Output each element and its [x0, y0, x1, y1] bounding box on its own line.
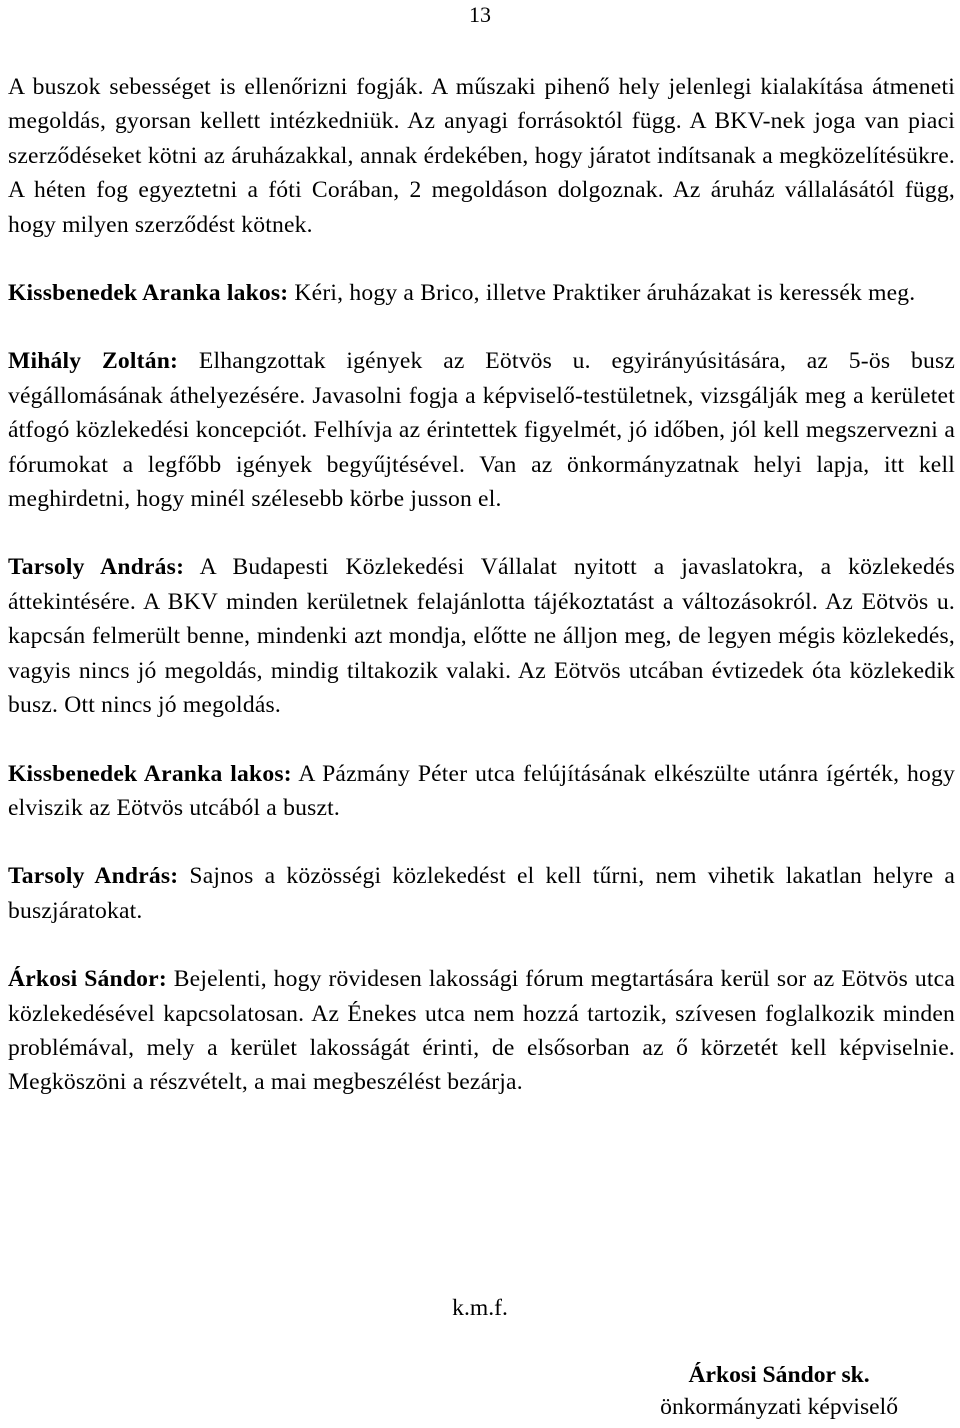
paragraph-kissbenedek-2: [8, 757, 955, 826]
speaker-name: Árkosi Sándor:: [8, 966, 167, 993]
speaker-name: Mihály Zoltán:: [8, 348, 179, 375]
paragraph-text: Elhangzottak igények az Eötvös u. egyirányúsitására, az 5-ös busz végállomásának áthelyezésére. Javasolni fogja a képviselő-testületnek, vizsgálják meg a kerületet átfogó közlekedési koncepciót. Felhívja az érintettek figyelmét, jó időben, jól kell megszervezni a fórumokat a legfőbb igények begyűjtésével. Van az önkormányzatnak helyi lapja, itt kell meghirdetni, hogy minél szélesebb körbe jusson el.: [8, 348, 955, 513]
paragraph-tarsoly-1: [8, 550, 955, 722]
paragraph-kissbenedek-1: [8, 276, 955, 310]
paragraph-text: Sajnos a közösségi közlekedést el kell tűrni, nem vihetik lakatlan helyre a buszjáratokat.: [8, 863, 955, 924]
paragraph-text: Kéri, hogy a Brico, illetve Praktiker áruházakat is keressék meg.: [288, 280, 916, 307]
closing-kmf: k.m.f.: [452, 1295, 508, 1321]
paragraph-intro: [8, 70, 955, 242]
signature-block: [660, 1359, 898, 1423]
paragraph-mihaly: [8, 344, 955, 516]
speaker-name: Kissbenedek Aranka lakos:: [8, 760, 292, 787]
paragraph-text: A Pázmány Péter utca felújításának elkészülte utánra ígérték, hogy elviszik az Eötvös utcából a buszt.: [8, 760, 955, 821]
paragraph-text: Bejelenti, hogy rövidesen lakossági fórum megtartására kerül sor az Eötvös utca közlekedésével kapcsolatosan. Az Énekes utca nem hozzá tartozik, szívesen foglalkozik minden problémával, mely a kerület lakosságát érinti, de elsősorban az ő körzetét kell képviselnie. Megköszöni a részvételt, a mai megbeszélést bezárja.: [8, 966, 955, 1096]
signature-role: önkormányzati képviselő: [660, 1394, 898, 1420]
paragraph-text: A buszok sebességet is ellenőrizni fogják. A műszaki pihenő hely jelenlegi kialakítása átmeneti megoldás, gyorsan kellett intézkedniük. Az anyagi forrásoktól függ. A BKV-nek joga van piaci szerződéseket kötni az áruházakkal, annak érdekében, hogy járatot indítsanak a megközelítésükre. A héten fog egyeztetni a fóti Corában, 2 megoldáson dolgoznak. Az áruház vállalásától függ, hogy milyen szerződést kötnek.: [8, 74, 955, 238]
paragraph-arkosi: [8, 962, 955, 1100]
page-number: 13: [469, 2, 491, 27]
document-body: [8, 70, 955, 1134]
signature-name: Árkosi Sándor sk.: [688, 1362, 870, 1388]
paragraph-text: A Budapesti Közlekedési Vállalat nyitott a javaslatokra, a közlekedés áttekintésére. A BKV minden kerületnek felajánlotta tájékoztatást a változásokról. Az Eötvös u. kapcsán felmerült benne, mindenki azt mondja, előtte ne álljon meg, de legyen mégis közlekedés, vagyis nincs jó megoldás, mindig tiltakozik valaki. Az Eötvös utcában évtizedek óta közlekedik busz. Ott nincs jó megoldás.: [8, 554, 955, 719]
speaker-name: Tarsoly András:: [8, 554, 185, 581]
paragraph-tarsoly-2: [8, 859, 955, 928]
speaker-name: Kissbenedek Aranka lakos:: [8, 280, 289, 307]
speaker-name: Tarsoly András:: [8, 863, 179, 890]
